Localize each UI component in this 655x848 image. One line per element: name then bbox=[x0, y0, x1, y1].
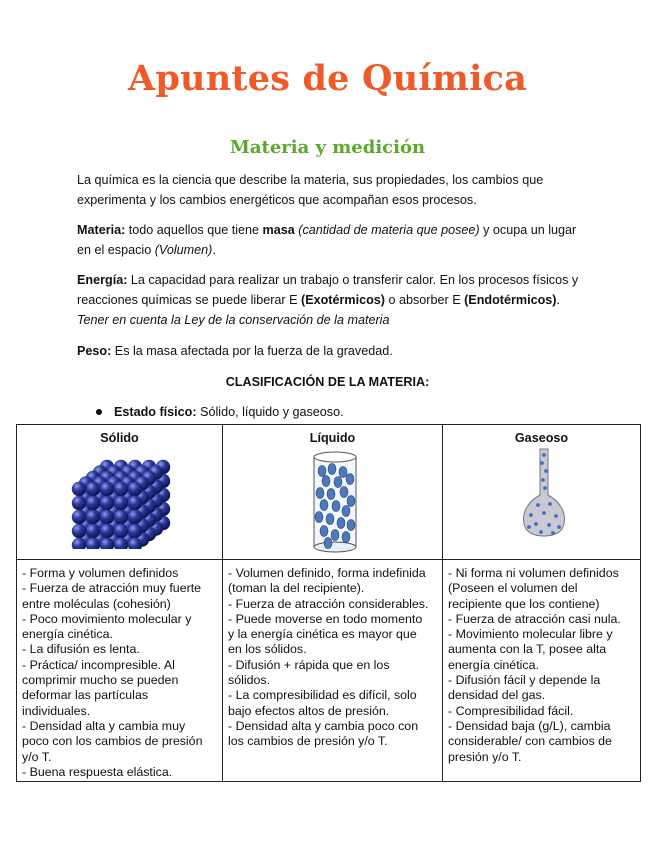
liquid-description-line: en los sólidos. bbox=[228, 642, 307, 657]
materia-text-4: . bbox=[212, 243, 216, 257]
solid-description-line: - Práctica/ incompresible. Al bbox=[22, 657, 175, 672]
liquid-description-line: los cambios de presión y/o T. bbox=[228, 734, 388, 749]
gas-description-line: - Compresibilidad fácil. bbox=[448, 703, 574, 718]
liquid-particle bbox=[327, 489, 335, 500]
liquid-particle bbox=[315, 512, 323, 523]
lattice-sphere bbox=[86, 524, 100, 538]
materia-volumen: (Volumen) bbox=[154, 243, 213, 257]
lattice-sphere bbox=[114, 524, 128, 538]
gas-description-line: - Movimiento molecular libre y bbox=[448, 627, 613, 642]
gas-description-line: - Densidad baja (g/L), cambia bbox=[448, 718, 611, 733]
liquid-particle bbox=[331, 530, 339, 541]
gas-description-line: energía cinética. bbox=[448, 657, 539, 672]
liquid-particle bbox=[320, 500, 328, 511]
cubic-particle-lattice-image bbox=[69, 449, 185, 549]
energia-note: Tener en cuenta la Ley de la conservación de la materia bbox=[77, 313, 390, 327]
materia-text-3: y ocupa un lugar en el espacio bbox=[77, 223, 577, 257]
liquid-particle bbox=[324, 538, 332, 549]
liquid-particle bbox=[322, 476, 330, 487]
lattice-sphere bbox=[72, 510, 86, 524]
solid-description bbox=[17, 560, 223, 782]
lattice-sphere bbox=[128, 496, 142, 510]
liquid-particle bbox=[337, 518, 345, 529]
peso-paragraph bbox=[77, 341, 587, 361]
solid-description-line: entre moléculas (cohesión) bbox=[22, 596, 171, 611]
gas-particle bbox=[540, 461, 544, 465]
gas-description-line: presión y/o T. bbox=[448, 749, 522, 764]
solid-description-line: comprimir mucho se pueden bbox=[22, 673, 179, 688]
energia-text-3: . bbox=[556, 293, 560, 307]
liquid-particle bbox=[332, 501, 340, 512]
liquid-particle bbox=[339, 467, 347, 478]
liquid-particle bbox=[346, 474, 354, 485]
liquid-particle bbox=[340, 487, 348, 498]
liquid-description-line: sólidos. bbox=[228, 673, 271, 688]
lattice-sphere bbox=[86, 496, 100, 510]
solid-header-cell bbox=[17, 425, 223, 560]
gas-description-line: considerable/ con cambios de bbox=[448, 734, 612, 749]
classification-title: CLASIFICACIÓN DE LA MATERIA: bbox=[225, 375, 430, 389]
solid-description-line: energía cinética. bbox=[22, 627, 113, 642]
liquid-particle bbox=[328, 464, 336, 475]
lattice-sphere bbox=[114, 510, 128, 524]
materia-label: Materia: bbox=[77, 223, 126, 237]
liquid-description-line: - Volumen definido, forma indefinida bbox=[228, 566, 426, 580]
liquid-description-line: - Difusión + rápida que en los bbox=[228, 657, 390, 672]
materia-paragraph bbox=[77, 220, 587, 260]
lattice-sphere bbox=[100, 496, 114, 510]
cylinder-rim bbox=[314, 452, 356, 462]
materia-masa-note: (cantidad de materia que posee) bbox=[298, 223, 480, 237]
gas-particle bbox=[551, 531, 555, 535]
lattice-sphere bbox=[128, 482, 142, 496]
page-title: Apuntes de Química bbox=[128, 58, 527, 99]
gas-particle bbox=[542, 453, 546, 457]
liquid-description-line: - Densidad alta y cambia poco con bbox=[228, 718, 419, 733]
liquid-particle bbox=[318, 466, 326, 477]
energia-endo: (Endotérmicos) bbox=[464, 293, 557, 307]
peso-label: Peso: bbox=[77, 344, 112, 358]
gas-particle bbox=[542, 511, 546, 515]
liquid-label: Líquido bbox=[309, 431, 356, 445]
liquid-description-line: - Fuerza de atracción considerables. bbox=[228, 596, 429, 611]
gas-flask-image bbox=[519, 447, 569, 543]
section-title: Materia y medición bbox=[229, 137, 426, 158]
lattice-sphere bbox=[100, 482, 114, 496]
liquid-description-line: (toman la del recipiente). bbox=[228, 581, 365, 596]
gas-description-line: - Difusión fácil y depende la bbox=[448, 673, 601, 688]
bullet-dot-icon bbox=[96, 409, 102, 415]
liquid-particle bbox=[342, 532, 350, 543]
solid-description-line: individuales. bbox=[22, 703, 91, 718]
liquid-description-line: bajo efectos altos de presión. bbox=[228, 703, 390, 718]
bullet-label: Estado físico: bbox=[114, 405, 197, 419]
liquid-particle bbox=[326, 514, 334, 525]
lattice-sphere bbox=[128, 510, 142, 524]
gas-particle bbox=[541, 478, 545, 482]
bullet-text: Sólido, líquido y gaseoso. bbox=[196, 405, 344, 419]
gas-description-line: (Poseen el volumen del bbox=[448, 581, 578, 596]
solid-description-line: poco con los cambios de presión bbox=[22, 734, 203, 749]
gas-header-cell bbox=[443, 425, 641, 560]
lattice-sphere bbox=[86, 482, 100, 496]
lattice-sphere bbox=[128, 524, 142, 538]
energia-label: Energía: bbox=[77, 273, 128, 287]
flask-body bbox=[524, 449, 565, 536]
solid-description-line: - Fuerza de atracción muy fuerte bbox=[22, 581, 202, 596]
materia-text-1: todo aquellos que tiene bbox=[125, 223, 263, 237]
lattice-sphere bbox=[100, 524, 114, 538]
liquid-cylinder-image bbox=[310, 449, 360, 553]
gas-particle bbox=[527, 525, 531, 529]
gas-particle bbox=[544, 469, 548, 473]
gas-description-line: - Ni forma ni volumen definidos bbox=[448, 566, 619, 580]
gas-description-line: densidad del gas. bbox=[448, 688, 546, 703]
lattice-sphere bbox=[72, 496, 86, 510]
lattice-sphere bbox=[72, 524, 86, 538]
peso-text: Es la masa afectada por la fuerza de la gravedad. bbox=[111, 344, 393, 358]
gas-particle bbox=[547, 523, 551, 527]
solid-description-line: y/o T. bbox=[22, 749, 52, 764]
liquid-particle bbox=[320, 526, 328, 537]
solid-description-line: - Buena respuesta elástica. bbox=[22, 764, 173, 779]
cylinder-base bbox=[314, 542, 356, 552]
solid-description-line: - La difusión es lenta. bbox=[22, 642, 140, 657]
solid-description-line: - Forma y volumen definidos bbox=[22, 566, 179, 580]
energia-text-1: La capacidad para realizar un trabajo o transferir calor. En los procesos físicos y reacciones químicas se puede liberar E bbox=[77, 273, 579, 307]
liquid-particle bbox=[347, 496, 355, 507]
liquid-header-cell bbox=[223, 425, 443, 560]
lattice-sphere bbox=[114, 496, 128, 510]
gas-particle bbox=[529, 513, 533, 517]
liquid-particle bbox=[342, 506, 350, 517]
gas-description-line: recipiente que los contiene) bbox=[448, 596, 600, 611]
gas-description-line: aumenta con la T, posee alta bbox=[448, 642, 607, 657]
liquid-description-line: y la energía cinética es mayor que bbox=[228, 627, 417, 642]
gas-particle bbox=[548, 502, 552, 506]
energia-text-2: o absorber E bbox=[385, 293, 465, 307]
gas-particle bbox=[543, 486, 547, 490]
gas-particle bbox=[557, 525, 561, 529]
intro-paragraph: La química es la ciencia que describe la materia, sus propiedades, los cambios que experimenta y los cambios energéticos que acompañan esos procesos. bbox=[77, 173, 544, 207]
liquid-description-line: - La compresibilidad es difícil, solo bbox=[228, 688, 417, 703]
liquid-particle bbox=[334, 477, 342, 488]
lattice-sphere bbox=[72, 482, 86, 496]
energia-paragraph bbox=[77, 270, 587, 330]
solid-description-line: deformar las partículas bbox=[22, 688, 149, 703]
materia-masa: masa bbox=[262, 223, 295, 237]
gas-description-line: - Fuerza de atracción casi nula. bbox=[448, 611, 621, 626]
gas-particle bbox=[539, 530, 543, 534]
gas-label: Gaseoso bbox=[514, 431, 569, 445]
liquid-description bbox=[223, 560, 443, 782]
gas-particle bbox=[534, 522, 538, 526]
lattice-sphere bbox=[100, 510, 114, 524]
liquid-particle bbox=[347, 520, 355, 531]
liquid-particle bbox=[316, 488, 324, 499]
gas-particle bbox=[536, 503, 540, 507]
solid-label: Sólido bbox=[100, 431, 139, 445]
gas-description bbox=[443, 560, 641, 782]
solid-description-line: - Densidad alta y cambia muy bbox=[22, 718, 186, 733]
lattice-sphere bbox=[86, 510, 100, 524]
solid-description-line: - Poco movimiento molecular y bbox=[22, 611, 192, 626]
gas-particle bbox=[554, 514, 558, 518]
lattice-sphere bbox=[114, 482, 128, 496]
physical-state-bullet bbox=[96, 402, 344, 422]
energia-exo: (Exotérmicos) bbox=[301, 293, 385, 307]
states-table bbox=[16, 424, 641, 782]
liquid-description-line: - Puede moverse en todo momento bbox=[228, 611, 423, 626]
